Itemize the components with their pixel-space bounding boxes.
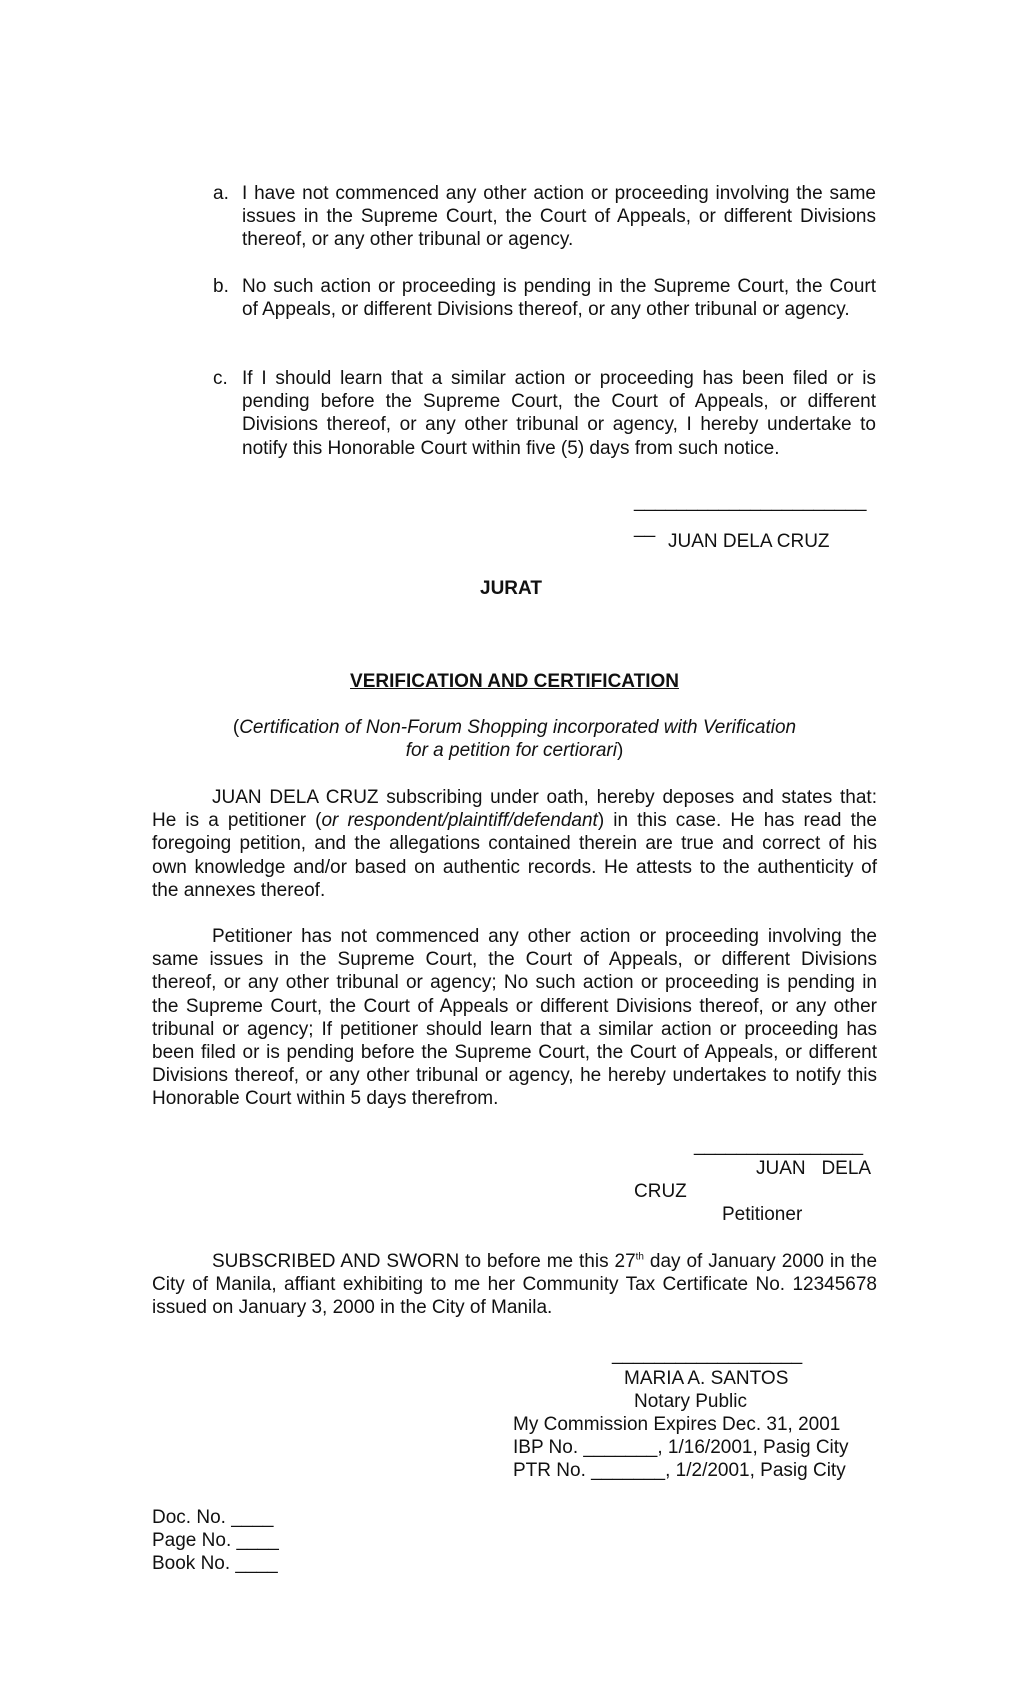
undertaking-b xyxy=(213,275,876,321)
page-number-field: Page No. ____ xyxy=(152,1530,279,1551)
subtitle-line-1: Certification of Non-Forum Shopping incorporated with Verification xyxy=(239,717,797,738)
petitioner-role: Petitioner xyxy=(722,1204,803,1225)
signature-line-tail: __ xyxy=(634,517,656,538)
list-marker: a. xyxy=(213,183,229,204)
petitioner-name-part-1: JUAN DELA xyxy=(756,1158,872,1179)
signatory-name: JUAN DELA CRUZ xyxy=(668,531,830,552)
subtitle-close-paren: ) xyxy=(616,740,624,762)
petitioner-name-part-2: CRUZ xyxy=(634,1181,687,1202)
notary-ptr: PTR No. _______, 1/2/2001, Pasig City xyxy=(513,1460,846,1481)
notary-title: Notary Public xyxy=(634,1391,747,1412)
subtitle-line-2: for a petition for certiorari xyxy=(405,740,617,762)
undertaking-text: I have not commenced any other action or proceeding involving the same issues in the Supreme Court, the Court of Appeals, or different Divisions thereof, or any other tribunal or agency. xyxy=(242,183,876,251)
undertaking-a xyxy=(213,182,876,252)
sworn-ordinal-suffix: th xyxy=(635,1251,644,1263)
list-marker: b. xyxy=(213,276,229,297)
subscribed-sworn-paragraph xyxy=(152,1250,877,1320)
undertaking-text: If I should learn that a similar action or proceeding has been filed or is pending before the Supreme Court, the Court of Appeals, or different Divisions thereof, or any other tribunal or agency, I hereby undertake to notify this Honorable Court within five (5) days from such notice. xyxy=(242,368,876,459)
notary-commission: My Commission Expires Dec. 31, 2001 xyxy=(513,1414,841,1435)
verification-title: VERIFICATION AND CERTIFICATION xyxy=(350,671,679,692)
signature-line: ______________________ xyxy=(634,491,867,512)
deposition-role-italic: or respondent/plaintiff/defendant xyxy=(321,810,598,832)
non-forum-shopping-paragraph: Petitioner has not commenced any other action or proceeding involving the same issues in the Supreme Court, the Court of Appeals, or different Divisions thereof, or any other tribunal or agency; No such action or proceeding is pending in the Supreme Court, the Court of Appeals or different Divisions thereof, or any other tribunal or agency; If petitioner should learn that a similar action or proceeding has been filed or is pending before the Supreme Court, the Court of Appeals, or different Divisions thereof, or any other tribunal or agency, he hereby undertakes to notify this Honorable Court within 5 days therefrom. xyxy=(152,926,877,1110)
list-marker: c. xyxy=(213,368,228,389)
sworn-text-a: SUBSCRIBED AND SWORN to before me this 27 xyxy=(212,1251,636,1272)
notary-ibp: IBP No. _______, 1/16/2001, Pasig City xyxy=(513,1437,849,1458)
verification-subtitle xyxy=(152,716,877,762)
deposition-text-b: ) in this case. He has read the foregoing petition, and the allegations contained therein are true and correct of his own knowledge and/or based on authentic records. He attests to the authenticity of the annexes thereof. xyxy=(152,810,877,901)
sworn-text-b: day of January 2000 in the City of Manila, affiant exhibiting to me her Community Tax Certificate No. 12345678 issued on January 3, 2000 in the City of Manila. xyxy=(152,1251,878,1319)
book-number-field: Book No. ____ xyxy=(152,1553,278,1574)
petitioner-signature-line: ________________ xyxy=(694,1135,864,1156)
undertaking-text: No such action or proceeding is pending in the Supreme Court, the Court of Appeals, or different Divisions thereof, or any other tribunal or agency. xyxy=(242,276,876,321)
notary-signature-line: __________________ xyxy=(612,1344,803,1365)
undertaking-c xyxy=(213,367,876,460)
deposition-text-a: JUAN DELA CRUZ subscribing under oath, hereby deposes and states that: He is a petitioner ( xyxy=(152,787,877,832)
deposition-paragraph xyxy=(152,786,877,902)
doc-number-field: Doc. No. ____ xyxy=(152,1507,274,1528)
subtitle-open-paren: ( xyxy=(232,717,240,738)
jurat-heading: JURAT xyxy=(480,578,542,599)
notary-name: MARIA A. SANTOS xyxy=(624,1368,789,1389)
